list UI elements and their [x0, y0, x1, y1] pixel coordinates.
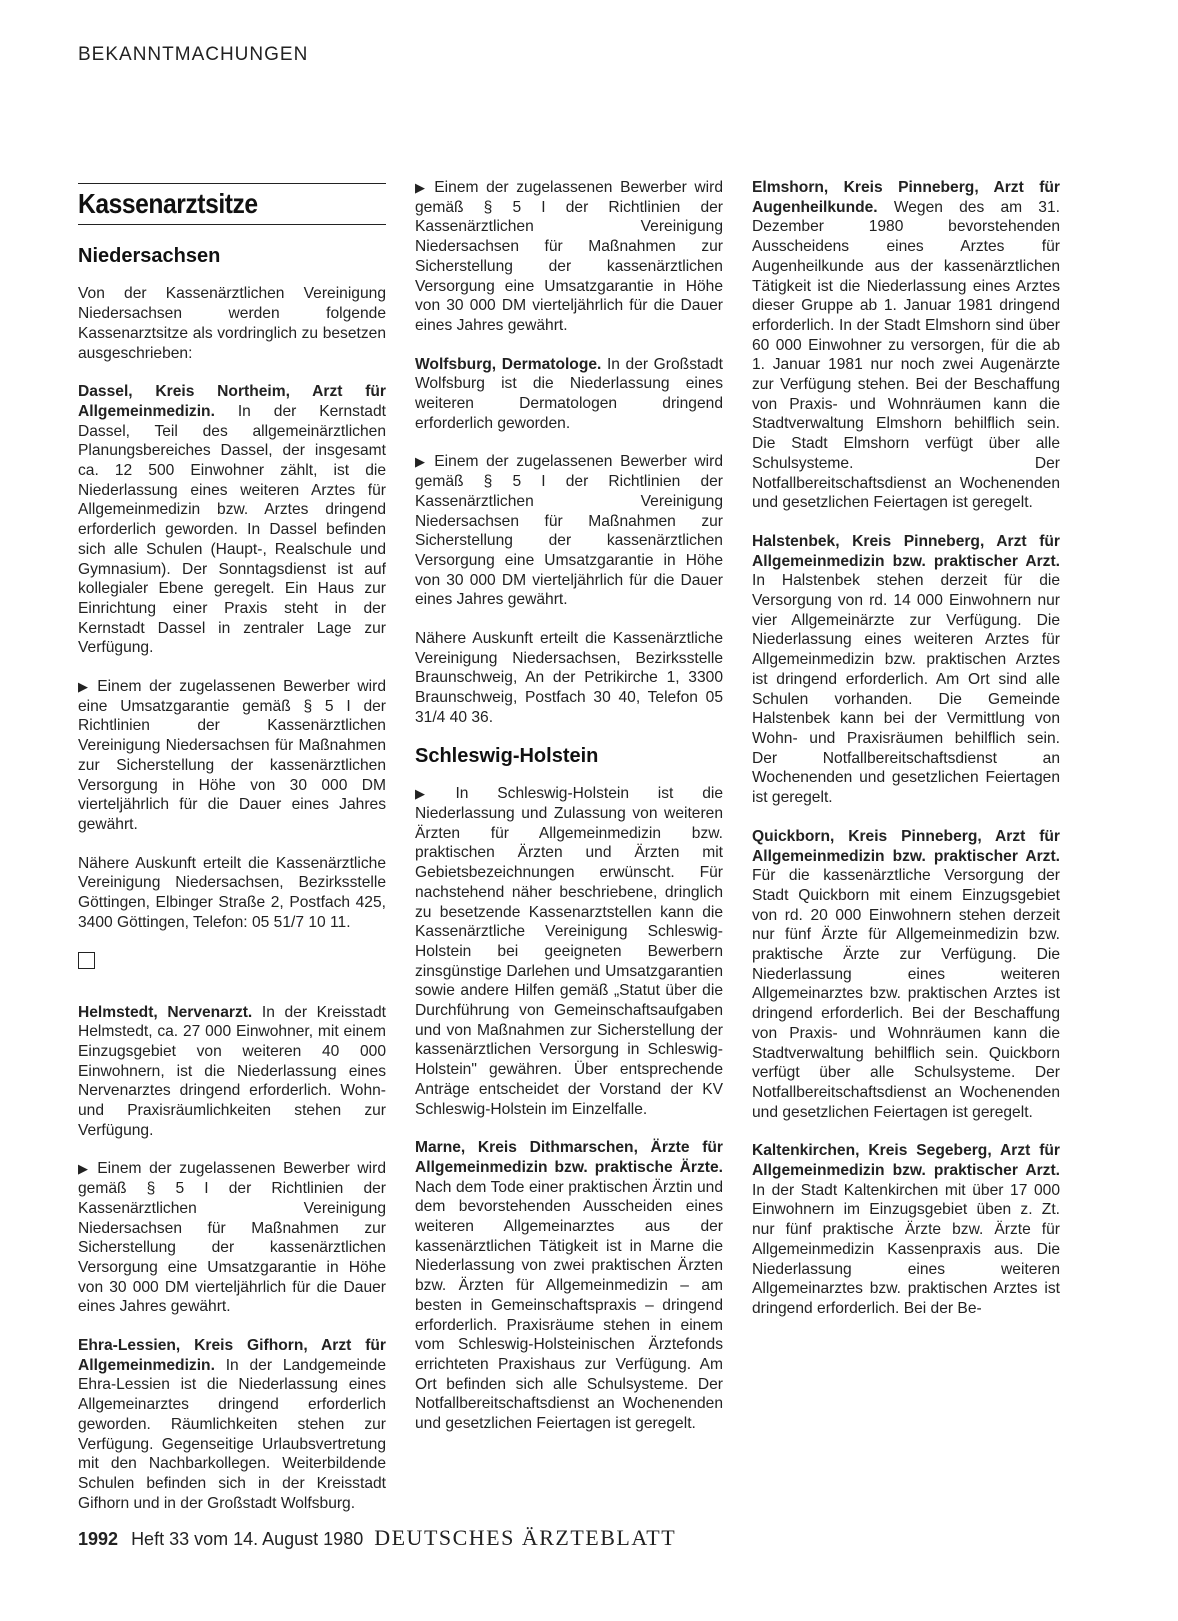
column-2 [415, 178, 723, 1453]
listing-lead: Halstenbek, Kreis Pinneberg, Arzt für Allgemeinmedizin bzw. praktischer Arzt. [752, 532, 1060, 570]
listing-elmshorn [752, 178, 1060, 513]
listing-body: Wegen des am 31. Dezember 1980 bevorstehenden Ausscheidens eines Arztes für Augenheilkunde aus der kassenärztlichen Tätigkeit ist die Niederlassung eines Arztes dieser Gruppe ab 1. Januar 1981 dringend erforderlich. In der Stadt Elmshorn sind über 60 000 Einwohner zu versorgen, für die ab 1. Januar 1981 nur noch zwei Augenärzte zur Verfügung stehen. Bei der Beschaffung von Praxis- und Wohnräumen kann die Stadtverwaltung Elmshorn behilflich sein. Die Stadt Elmshorn verfügt über alle Schulsysteme. Der Notfallbereitschaftsdienst an Wochenenden und gesetzlichen Feiertagen ist geregelt. [752, 198, 1060, 512]
listing-body: In der Landgemeinde Ehra-Lessien ist die Niederlassung eines Allgemeinarztes dringend erforderlich geworden. Räumlichkeiten stehen zur Verfügung. Gegenseitige Urlaubsvertretung mit den Nachbarkollegen. Weiterbildende Schulen befinden sich in der Kreisstadt Gifhorn und in der Großstadt Wolfsburg. [78, 1356, 386, 1512]
listing-kaltenkirchen [752, 1141, 1060, 1318]
schleswig-intro [415, 784, 723, 1119]
listing-halstenbek [752, 532, 1060, 808]
page-number: 1992 [78, 1529, 119, 1549]
section-label: BEKANNTMACHUNGEN [78, 44, 309, 65]
guarantee-wolfsburg [415, 452, 723, 610]
title-rule-top [78, 183, 386, 184]
journal-name: DEUTSCHES ÄRZTEBLATT [374, 1525, 677, 1550]
listing-lead: Dassel, Kreis Northeim, Arzt für Allgemeinmedizin. [78, 383, 386, 420]
column-1 [78, 183, 386, 1532]
article-title: Kassenarztsitze [78, 188, 258, 219]
listing-body: In der Kernstadt Dassel, Teil des allgemeinärztlichen Planungsbereiches Dassel, der insgesamt ca. 12 500 Einwohner zählt, ist die Niederlassung eines weiteren Arztes für Allgemeinmedizin bzw. Arztes dringend erforderlich geworden. In Dassel befinden sich alle Schulen (Haupt-, Realschule und Gymnasium). Der Sonntagsdienst ist auf kollegialer Ebene geregelt. Ein Haus zur Einrichtung einer Praxis steht in der Kernstadt Dassel in zentraler Lage zur Verfügung. [78, 402, 386, 657]
listing-wolfsburg [415, 355, 723, 434]
section-heading-schleswig-holstein: Schleswig-Holstein [415, 744, 599, 767]
listing-body: In der Stadt Kaltenkirchen mit über 17 000 Einwohnern im Einzugsgebiet üben z. Zt. nur fünf praktische Ärzte bzw. Ärzte für Allgemeinmedizin Kassenpraxis aus. Die Niederlassung eines weiteren Allgemeinarztes bzw. praktischen Arztes ist dringend erforderlich. Bei der Be- [752, 1181, 1060, 1317]
guarantee-ehra-lessien [415, 178, 723, 336]
triangle-bullet-icon: ▶ [415, 180, 429, 195]
listing-lead: Kaltenkirchen, Kreis Segeberg, Arzt für Allgemeinmedizin bzw. praktischer Arzt. [752, 1142, 1060, 1180]
column-3 [752, 178, 1060, 1338]
page-footer [78, 1525, 676, 1551]
listing-body: In Halstenbek stehen derzeit für die Versorgung von rd. 14 000 Einwohnern nur vier Allgemeinärzte zur Verfügung. Die Niederlassung eines weiteren Arztes für Allgemeinmedizin bzw. praktischen Arztes ist dringend erforderlich. Am Ort sind alle Schulen vorhanden. Die Gemeinde Halstenbek kann bei der Vermittlung von Wohn- und Praxisräumen behilflich sein. Der Notfallbereitschaftsdienst an Wochenenden und gesetzlichen Feiertagen ist geregelt. [752, 572, 1060, 807]
triangle-bullet-icon: ▶ [78, 679, 92, 695]
listing-lead: Wolfsburg, Dermatologe. [415, 355, 602, 373]
issue-info: Heft 33 vom 14. August 1980 [131, 1529, 364, 1549]
title-rule-bottom [78, 224, 386, 225]
listing-body: Nach dem Tode einer praktischen Ärztin und dem bevorstehenden Ausscheiden eines weiteren Allgemeinarztes aus der kassenärztlichen Tätigkeit ist in Marne die Niederlassung von zwei praktischen Ärzten bzw. Ärzten für Allgemeinmedizin – am besten in Gemeinschaftspraxis – dringend erforderlich. Praxisräume stehen in einem vom Schleswig-Holsteinischen Ärztefonds errichteten Praxishaus zur Verfügung. Am Ort befinden sich alle Schulsysteme. Der Notfallbereitschaftsdienst an Wochenenden und gesetzlichen Feiertagen ist geregelt. [415, 1178, 723, 1433]
triangle-bullet-icon: ▶ [415, 786, 450, 802]
listing-body: Für die kassenärztliche Versorgung der Stadt Quickborn mit einem Einzugsgebiet von rd. 20 000 Einwohnern stehen derzeit nur fünf Ärzte für Allgemeinmedizin bzw. praktische Ärzte zur Verfügung. Die Niederlassung eines weiteren Allgemeinarztes bzw. praktischen Arztes ist dringend erforderlich. Bei der Beschaffung von Praxis- und Wohnräumen kann die Stadtverwaltung behilflich sein. Quickborn verfügt über alle Schulsysteme. Der Notfallbereitschaftsdienst an Wochenenden und gesetzlichen Feiertagen ist geregelt. [752, 867, 1060, 1121]
listing-lead: Quickborn, Kreis Pinneberg, Arzt für Allgemeinmedizin bzw. praktischer Arzt. [752, 827, 1060, 865]
square-separator-icon [78, 952, 95, 969]
listing-lead: Marne, Kreis Dithmarschen, Ärzte für Allgemeinmedizin bzw. praktische Ärzte. [415, 1139, 723, 1176]
listing-ehra-lessien [78, 1336, 386, 1513]
listing-body: In der Großstadt Wolfsburg ist die Niederlassung eines weiteren Dermatologen dringend erforderlich geworden. [415, 355, 723, 432]
contact-goettingen: Nähere Auskunft erteilt die Kassenärztliche Vereinigung Niedersachsen, Bezirksstelle Göttingen, Elbinger Straße 2, Postfach 425, 3400 Göttingen, Telefon: 05 51/7 10 11. [78, 854, 386, 931]
contact-braunschweig: Nähere Auskunft erteilt die Kassenärztliche Vereinigung Niedersachsen, Bezirksstelle Braunschweig, An der Petrikirche 1, 3300 Braunschweig, Postfach 30 40, Telefon 05 31/4 40 36. [415, 630, 723, 726]
listing-dassel [78, 382, 386, 658]
guarantee-text: Einem der zugelassenen Bewerber wird gemäß § 5 I der Richtlinien der Kassenärztlichen Vereinigung Niedersachsen für Maßnahmen zur Sicherstellung der kassenärztlichen Versorgung eine Umsatzgarantie in Höhe von 30 000 DM vierteljährlich für die Dauer eines Jahres gewährt. [415, 179, 724, 334]
listing-lead: Helmstedt, Nervenarzt. [78, 1003, 253, 1021]
triangle-bullet-icon: ▶ [415, 454, 429, 470]
listing-quickborn [752, 827, 1060, 1123]
guarantee-dassel [78, 677, 386, 835]
listing-lead: Elmshorn, Kreis Pinneberg, Arzt für Augenheilkunde. [752, 179, 1060, 216]
section-heading-niedersachsen: Niedersachsen [78, 244, 221, 267]
triangle-bullet-icon: ▶ [78, 1161, 92, 1177]
listing-helmstedt [78, 1003, 386, 1141]
guarantee-text: Einem der zugelassenen Bewerber wird eine Umsatzgarantie gemäß § 5 I der Richtlinien der Kassenärztlichen Vereinigung Niedersachsen für Maßnahmen zur Sicherstellung der kassenärztlichen Versorgung in Höhe von 30 000 DM vierteljährlich für die Dauer eines Jahres gewährt. [78, 678, 387, 833]
guarantee-helmstedt [78, 1159, 386, 1317]
listing-lead: Ehra-Lessien, Kreis Gifhorn, Arzt für Allgemeinmedizin. [78, 1337, 386, 1374]
intro-paragraph: Von der Kassenärztlichen Vereinigung Niedersachsen werden folgende Kassenarztsitze als vordringlich zu besetzen ausgeschrieben: [78, 285, 386, 362]
listing-body: In der Kreisstadt Helmstedt, ca. 27 000 Einwohner, mit einem Einzugsgebiet von weiteren 40 000 Einwohnern, ist die Niederlassung eines Nervenarztes dringend erforderlich. Wohn- und Praxisräumlichkeiten stehen zur Verfügung. [78, 1003, 386, 1139]
intro-text: In Schleswig-Holstein ist die Niederlassung und Zulassung von weiteren Ärzten für Allgemeinmedizin bzw. praktischen Ärzten und Ärzten mit Gebietsbezeichnungen erwünscht. Für nachstehend näher beschriebene, dringlich zu besetzende Kassenarztstellen kann die Kassenärztliche Vereinigung Schleswig-Holstein bei geeigneten Bewerbern zinsgünstige Darlehen und Umsatzgarantien sowie andere Hilfen gemäß „Statut über die Durchführung von Gemeinschaftsaufgaben und von Maßnahmen zur Sicherstellung der kassenärztlichen Versorgung in Schleswig-Holstein" gewähren. Über entsprechende Anträge entscheidet der Vorstand der KV Schleswig-Holstein im Einzelfalle. [415, 785, 724, 1118]
guarantee-text: Einem der zugelassenen Bewerber wird gemäß § 5 I der Richtlinien der Kassenärztlichen Vereinigung Niedersachsen für Maßnahmen zur Sicherstellung der kassenärztlichen Versorgung eine Umsatzgarantie in Höhe von 30 000 DM vierteljährlich für die Dauer eines Jahres gewährt. [415, 453, 724, 609]
guarantee-text: Einem der zugelassenen Bewerber wird gemäß § 5 I der Richtlinien der Kassenärztlichen Vereinigung Niedersachsen für Maßnahmen zur Sicherstellung der kassenärztlichen Versorgung eine Umsatzgarantie in Höhe von 30 000 DM vierteljährlich für die Dauer eines Jahres gewährt. [78, 1160, 387, 1316]
listing-marne [415, 1138, 723, 1434]
